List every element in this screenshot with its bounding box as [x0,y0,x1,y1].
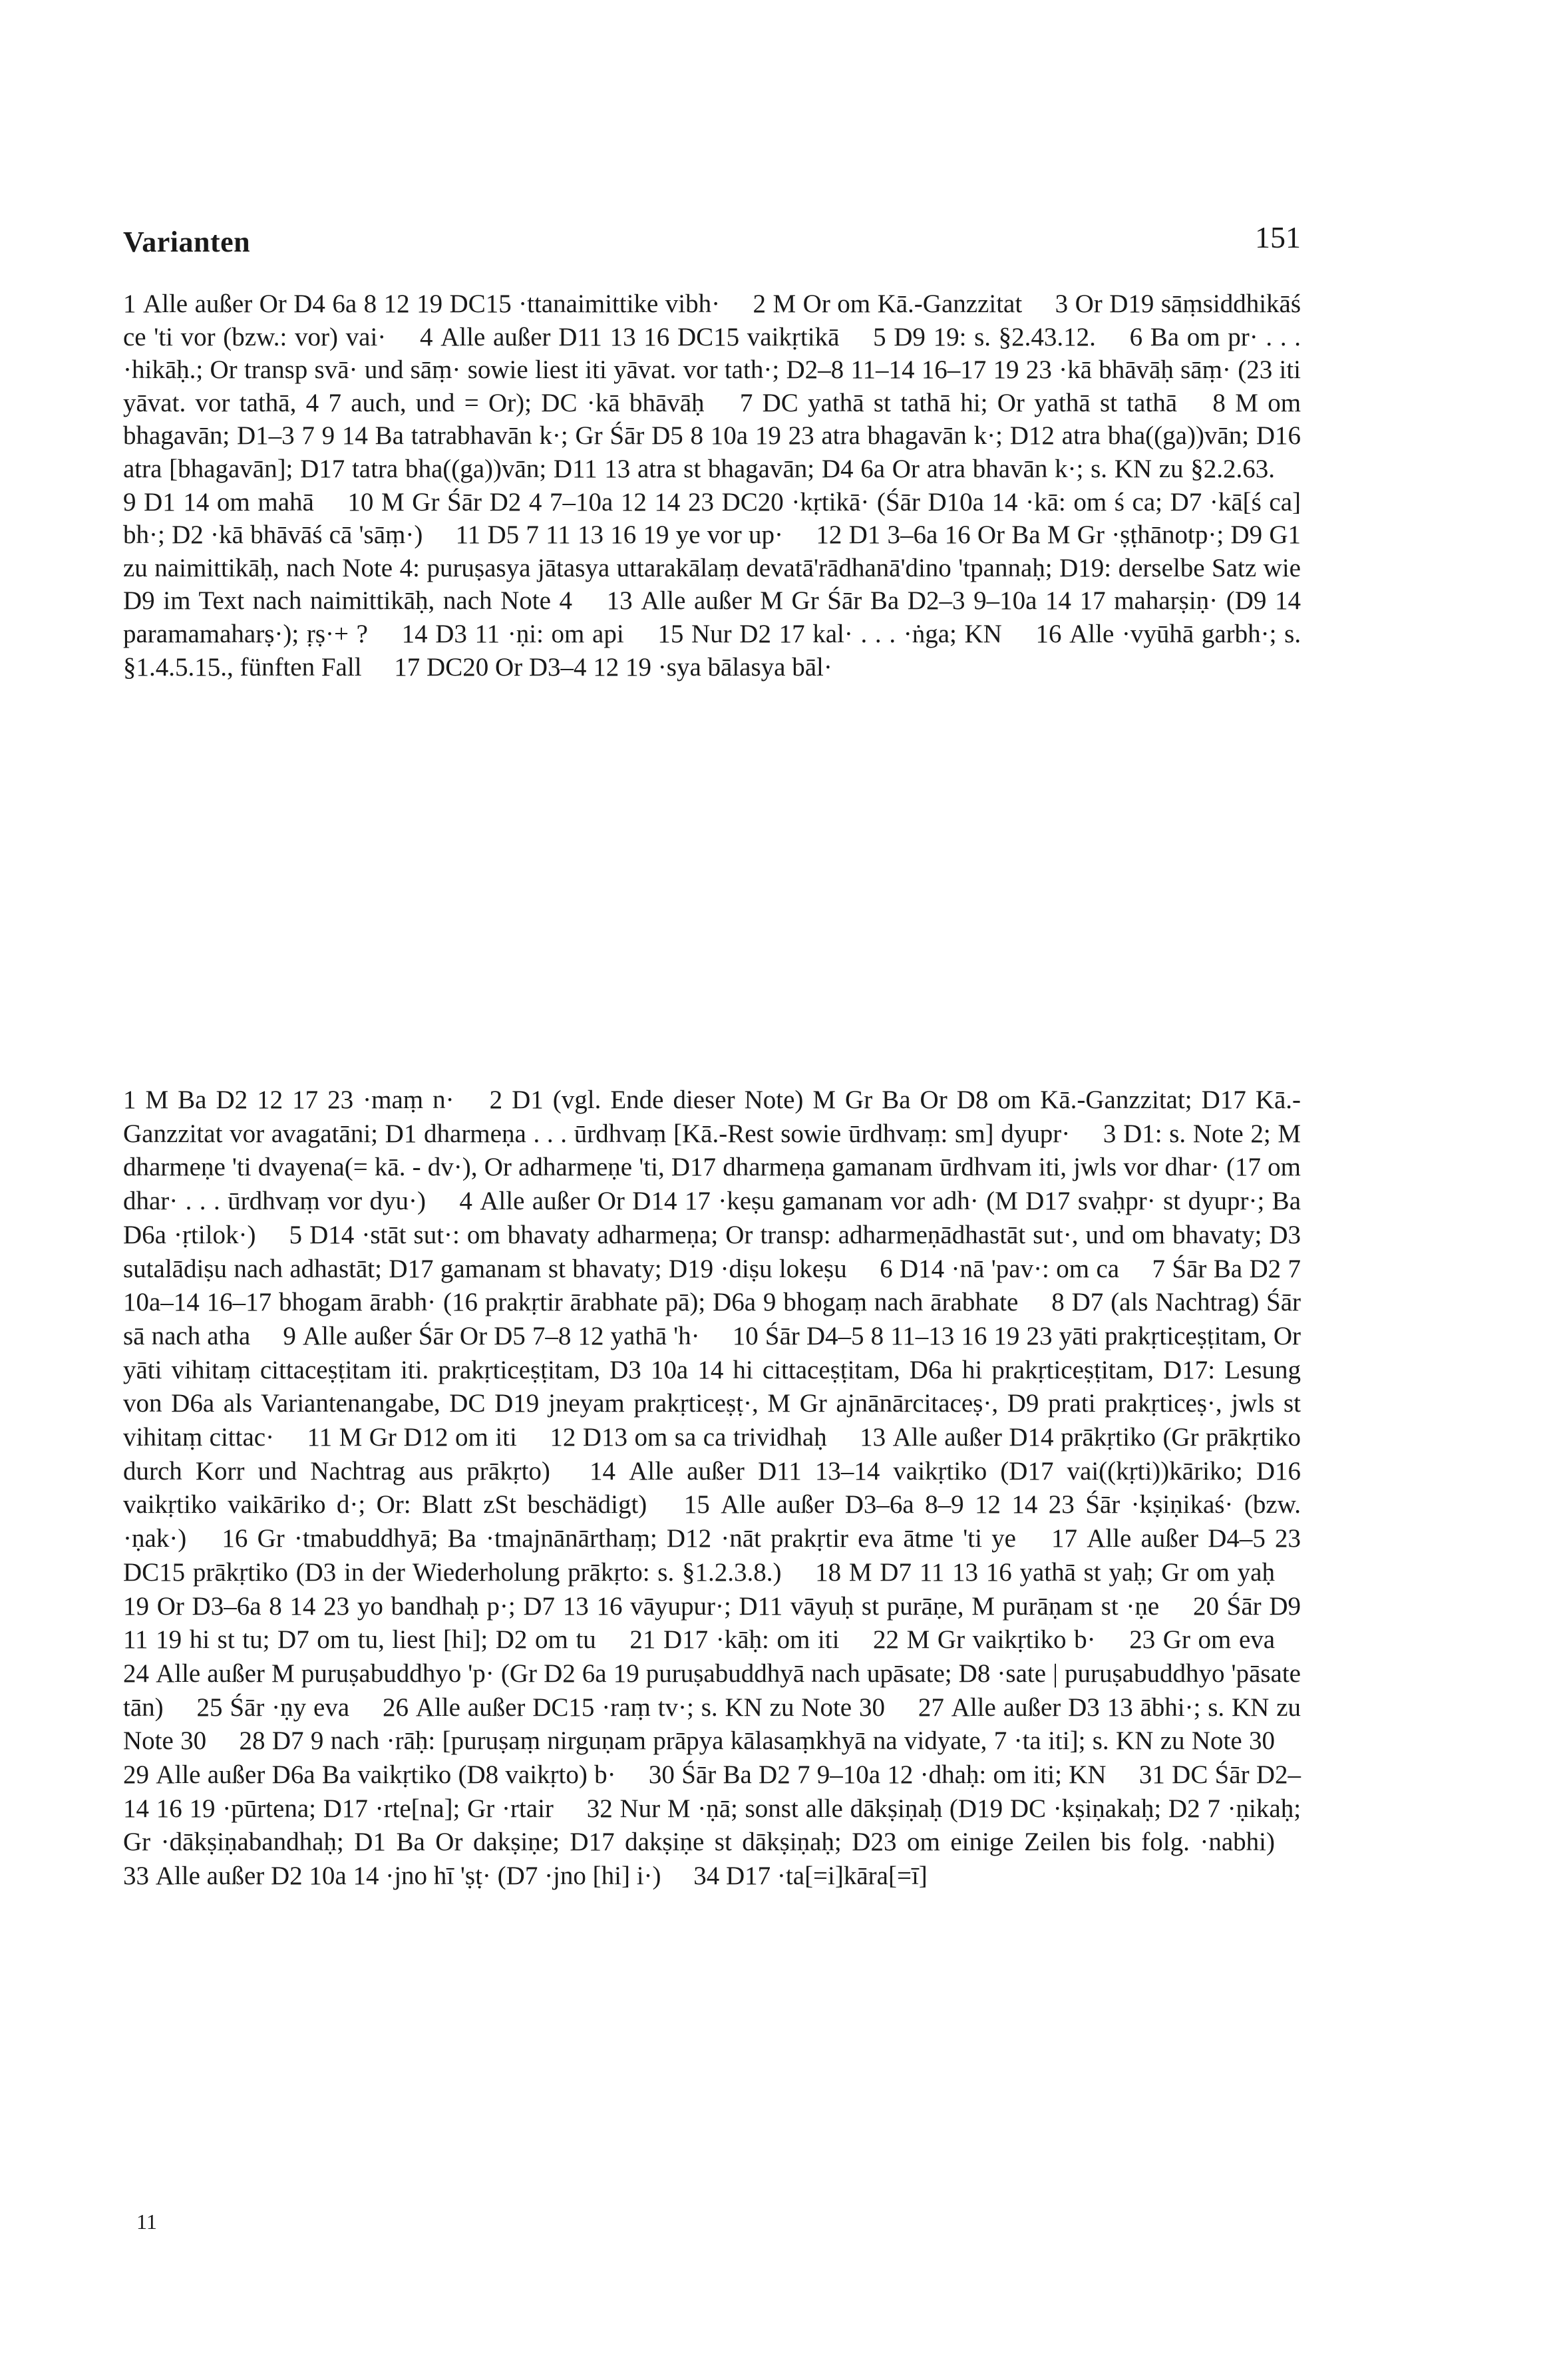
variant-note [123,1592,1159,1621]
page-header [123,220,1301,273]
sheet-signature-number: 11 [136,2210,157,2234]
variant-note [629,1625,839,1654]
note-number: 7 [739,388,753,417]
note-text: Alle außer M puruṣabuddhyo 'p· (Gr D2 6a 19 puruṣabuddhyā nach upāsate; D8 ·sate | puruṣabuddhyo 'pāsate tān) [123,1659,1301,1722]
variant-notes-block-1 [123,288,1301,684]
note-text: Nur D2 17 kal· . . . ·ṅga; KN [691,619,1002,648]
variant-note [456,520,783,549]
note-number: 10 [347,487,374,516]
note-text: DC20 Or D3–4 12 19 ·sya bālasya bāl· [427,652,832,682]
note-number: 26 [382,1692,409,1722]
variant-note [815,1558,1275,1587]
note-text: Alle außer Śār Or D5 7–8 12 yathā 'h· [302,1321,700,1350]
note-number: 23 [1129,1625,1156,1655]
note-text: Gr om eva [1162,1625,1276,1655]
note-text: Nur M ·ṇā; sonst alle dākṣiṇaḥ (D19 DC ·kṣiṇakaḥ; D2 7 ·ṇikaḥ; Gr ·dākṣiṇabandhaḥ; D1 Ba Or dakṣiṇe; D17 dakṣiṇe st dākṣiṇaḥ; D23 om einige Zeilen bis folg. ·nabhi) [123,1794,1301,1857]
note-text: Gr ·tmabuddhyā; Ba ·tmajnānārthaṃ; D12 ·nāt prakṛtir eva ātme 'ti ye [257,1524,1016,1553]
note-text: DC yathā st tathā hi; Or yathā st tathā [762,388,1178,417]
note-text: D1 3–6a 16 Or Ba M Gr ·ṣṭhānotp·; D9 G1 zu naimittikāḥ, nach Note 4: puruṣasya jātasya uttarakālaṃ devatā'rādhanā'dino 'tpannaḥ; D19: derselbe Satz wie D9 im Text nach naimittikāḥ, nach Note 4 [123,520,1301,616]
note-number: 5 [873,322,886,351]
note-text: D14 ·nā 'pav·: om ca [900,1254,1120,1283]
note-number: 31 [1138,1760,1165,1790]
note-text: Alle außer D14 prākṛtiko (Gr prākṛtiko durch Korr und Nachtrag aus prākṛto) [123,1423,1301,1486]
note-number: 4 [459,1187,472,1216]
variant-note [1129,1625,1275,1654]
note-text: M Gr D12 om iti [339,1423,517,1452]
note-text: D17 ·ta[=i]kāra[=ī] [726,1862,928,1891]
note-number: 15 [657,619,684,648]
variant-note [123,1760,616,1789]
note-text: Alle außer D4–5 23 DC15 prākṛtiko (D3 in der Wiederholung prākṛto: s. §1.2.3.8.) [123,1524,1301,1587]
note-text: Alle außer D2 10a 14 ·jno hī 'ṣṭ· (D7 ·jno [hi] i·) [155,1862,661,1891]
note-text: Ba om pr· . . . ·hikāḥ.; Or transp svā· und sāṃ· sowie liest iti yāvat. vor tath·; D2–8 11–14 16–17 19 23 ·kā bhāvāḥ sāṃ· (23 iti yāvat. vor tathā, 4 7 auch, und = Or); DC ·kā bhāvāḥ [123,322,1301,417]
note-number: 21 [629,1625,656,1655]
note-number: 32 [586,1794,613,1823]
note-number: 10 [732,1321,759,1350]
note-number: 7 [1152,1254,1165,1283]
note-text: Alle außer DC15 ·raṃ tv·; s. KN zu Note 30 [415,1692,885,1722]
note-text: D9 19: s. §2.43.12. [894,322,1096,351]
note-text: D5 7 11 13 16 19 ye vor up· [487,520,784,550]
note-text: M Or om Kā.-Ganzzitat [773,290,1023,318]
variant-note [123,1086,454,1114]
note-number: 16 [1035,619,1062,648]
variant-note [123,1221,1301,1283]
note-number: 28 [239,1726,265,1756]
note-number: 6 [880,1254,893,1283]
variant-note [420,323,839,351]
note-number: 9 [283,1321,296,1350]
note-number: 2 [753,290,767,318]
variant-note [740,389,1177,417]
note-number: 1 [123,1086,136,1114]
note-text: M Ba D2 12 17 23 ·maṃ n· [145,1086,454,1114]
note-number: 8 [1051,1288,1065,1317]
note-text: Or D19 sāṃsiddhikāś ce 'ti vor (bzw.: vor) vai· [123,290,1301,351]
note-text: Śār Ba D2 7 9–10a 12 ·dhaḥ: om iti; KN [681,1760,1107,1790]
note-number: 27 [918,1692,944,1722]
note-number: 19 [123,1591,149,1621]
variant-note [240,1726,1276,1755]
note-number: 6 [1129,322,1143,351]
note-text: M Gr Śār D2 4 7–10a 12 14 23 DC20 ·kṛtikā· (Śār D10a 14 ·kā: om ś ca; D7 ·kā[ś ca] bh·; D2 ·kā bhāvāś cā 'sāṃ·) [123,487,1301,550]
variant-notes-block-2 [123,1084,1301,1893]
running-title: Varianten [123,226,251,258]
note-text: M om bhagavān; D1–3 7 9 14 Ba tatrabhavān k·; Gr Śār D5 8 10a 19 23 atra bhagavān k·; D12 atra bha((ga))vān; D16 atra [bhagavān]; D17 tatra bha((ga))vān; D11 13 atra st bhagavān; D4 6a Or atra bhavān k·; s. KN zu §2.2.63. [123,388,1301,483]
variant-note [196,1693,349,1722]
note-number: 30 [648,1760,675,1790]
note-number: 14 [589,1456,615,1486]
note-number: 11 [455,520,481,550]
variant-note [657,620,1001,648]
note-number: 17 [1051,1524,1078,1553]
note-number: 5 [289,1220,303,1249]
note-text: Śār D9 11 19 hi st tu; D7 om tu, liest [hi]; D2 om tu [123,1591,1301,1655]
variant-note [550,1423,826,1452]
note-number: 16 [222,1524,248,1553]
note-text: DC Śār D2–14 16 19 ·pūrtena; D17 ·rte[na]; Gr ·rtair [123,1760,1301,1823]
note-text: M D7 11 13 16 yathā st yaḥ; Gr om yaḥ [848,1557,1275,1587]
variant-note [649,1760,1107,1789]
note-number: 12 [550,1423,576,1452]
note-number: 3 [1103,1119,1117,1148]
variant-note [383,1693,885,1722]
note-text: Alle außer M Gr Śār Ba D2–3 9–10a 14 17 maharṣiṇ· (D9 14 paramamaharṣ·); ṛṣ·+ ? [123,586,1301,648]
note-text: Alle ·vyūhā garbh·; s. §1.4.5.15., fünften Fall [123,619,1301,682]
note-number: 22 [873,1625,900,1655]
note-number: 12 [816,520,842,550]
note-text: D3 11 ·ṇi: om api [435,619,624,648]
note-number: 8 [1212,388,1226,417]
note-text: M Gr vaikṛtiko b· [906,1625,1096,1655]
note-number: 2 [489,1086,503,1114]
variant-note [880,1255,1119,1283]
note-text: D1 (vgl. Ende dieser Note) M Gr Ba Or D8 om Kā.-Ganzzitat; D17 Kā.-Ganzzitat vor avagatāni; D1 dharmeṇa . . . ūrdhvaṃ [Kā.-Rest sowie ūrdhvaṃ: sm] dyupr· [123,1086,1301,1148]
note-number: 11 [307,1423,333,1452]
note-number: 14 [401,619,428,648]
note-text: Śār ·ṇy eva [230,1692,350,1722]
variant-note [873,1625,1096,1654]
note-number: 13 [606,586,633,616]
note-text: Alle außer D3 13 ābhi·; s. KN zu Note 30 [123,1692,1301,1756]
note-number: 9 [123,487,136,516]
variant-note [873,323,1096,351]
note-number: 1 [123,290,136,318]
variant-note [693,1862,928,1890]
note-number: 34 [693,1862,720,1891]
note-text: D17 ·kāḥ: om iti [663,1625,840,1655]
note-text: D13 om sa ca trividhaḥ [582,1423,827,1452]
variant-note [283,1322,699,1350]
note-text: D7 (als Nachtrag) Śār sā nach atha [123,1288,1301,1350]
note-number: 17 [394,652,421,682]
variant-note [307,1423,517,1452]
note-text: Alle außer D11 13 16 DC15 vaikṛtikā [440,322,840,351]
note-number: 20 [1192,1591,1219,1621]
note-number: 29 [123,1760,149,1790]
variant-note [123,488,314,516]
variant-note [394,653,832,682]
note-text: Alle außer Or D4 6a 8 12 19 DC15 ·ttanaimittike vibh· [142,290,721,318]
note-text: Śār Ba D2 7 10a–14 16–17 bhogam ārabh· (16 prakṛtir ārabhate pā); D6a 9 bhogaṃ nach ārabhate [123,1254,1301,1317]
note-text: Śār D4–5 8 11–13 16 19 23 yāti prakṛticeṣṭitam, Or yāti vihitaṃ cittaceṣṭitam iti. prakṛticeṣṭitam, D3 10a 14 hi cittaceṣṭitam, D6a hi prakṛticeṣṭitam, D17: Lesung von D6a als Variantenangabe, DC D19 jneyam prakṛticeṣṭ·, M Gr ajnānārcitaceṣ·, D9 prati prakṛticeṣ·, jwls st vihitaṃ cittac· [123,1321,1301,1452]
note-number: 3 [1055,290,1069,318]
variant-note [123,290,720,318]
note-text: Alle außer D6a Ba vaikṛtiko (D8 vaikṛto) b· [156,1760,616,1790]
note-text: Alle außer D11 13–14 vaikṛtiko (D17 vai((kṛti))kāriko; D16 vaikṛtiko vaikāriko d·; Or: Blatt zSt beschädigt) [123,1456,1301,1519]
variant-note [123,1862,661,1890]
note-number: 25 [196,1692,223,1722]
note-text: Alle außer Or D14 17 ·keṣu gamanam vor adh· (M D17 svaḥpr· st dyupr·; Ba D6a ·ṛtilok·) [123,1187,1301,1249]
note-number: 24 [123,1659,149,1688]
note-text: Alle außer D3–6a 8–9 12 14 23 Śār ·kṣiṇikaś· (bzw. ·ṇak·) [123,1490,1301,1553]
note-number: 33 [123,1862,149,1891]
page-number: 151 [1255,220,1301,254]
note-text: D14 ·stāt sut·: om bhavaty adharmeṇa; Or transp: adharmeṇādhastāt sut·, und om bhavaty; D3 sutalādiṣu nach adhastāt; D17 gamanam st bhavaty; D19 ·diṣu lokeṣu [123,1220,1301,1283]
variant-note [753,290,1023,318]
note-text: D1: s. Note 2; M dharmeṇe 'ti dvayena(= kā. - dv·), Or adharmeṇe 'ti, D17 dharmeṇa gamanam ūrdhvam iti, jwls vor dhar· (17 om dhar· . . . ūrdhvaṃ vor dyu·) [123,1119,1301,1216]
variant-note [222,1524,1015,1553]
note-text: Or D3–6a 8 14 23 yo bandhaḥ p·; D7 13 16 vāyupur·; D11 vāyuḥ st purāṇe, M purāṇam st ·ṇe [156,1591,1160,1621]
note-number: 15 [683,1490,710,1519]
note-number: 18 [815,1557,842,1587]
note-number: 13 [860,1423,886,1452]
note-text: D7 9 nach ·rāḥ: [puruṣaṃ nirguṇam prāpya kālasaṃkhyā na vidyate, 7 ·ta iti]; s. KN zu Note 30 [271,1726,1275,1756]
variant-note [402,620,624,648]
note-number: 4 [419,322,433,351]
note-text: D1 14 om mahā [144,487,314,516]
